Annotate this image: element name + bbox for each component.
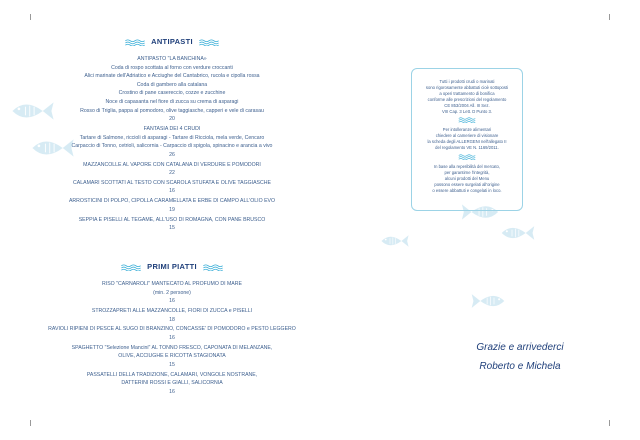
notice-line: la scheda degli ALLERGENI nell'allegato II	[427, 139, 507, 145]
notice-line: sono rigorosamente abbattuti cioè sottoposti	[425, 84, 509, 90]
fish-icon	[380, 232, 410, 250]
item-price: 20	[169, 116, 175, 123]
item-name: ARROSTICINI DI POLPO, CIPOLLA CARAMELLATA E ERBE DI CAMPO ALL'OLIO EVO	[68, 198, 276, 205]
notice-line: conforme alle prescrizioni del regolamento	[427, 96, 507, 102]
item-name: RAVIOLI RIPIENI DI PESCE AL SUGO DI BRANZINO, CONCASSE' DI POMODORO e PESTO LEGGERO	[48, 326, 296, 333]
item-detail: (min. 2 persone)	[153, 289, 191, 296]
item-name: SPAGHETTO "Selezione Mancini" AL TONNO FRESCO, CAPONATA DI MELANZANE,	[71, 344, 273, 351]
item-name: RISO "CARNAROLI" MANTECATO AL PROFUMO DI MARE	[102, 281, 242, 287]
item-price: 16	[169, 188, 175, 195]
item-name: PASSATELLI DELLA TRADIZIONE, CALAMARI, VONGOLE NOSTRANE,	[86, 371, 258, 378]
closing-signature: Roberto e Michela	[479, 361, 561, 372]
item-name: SEPPIA E PISELLI AL TEGAME, ALL'USO DI ROMAGNA, CON PANE BRUSCO	[78, 216, 266, 223]
item-name: MAZZANCOLLE AL VAPORE CON CATALANA DI VERDURE E POMODORI	[83, 161, 261, 168]
item-detail: Carpaccio di Tonno, cetrioli, salicornia - Carpaccio di spigola, spinacino e arancia a vivo	[71, 143, 273, 150]
fish-icon	[500, 222, 536, 244]
item-detail: Coda di rospo scottata al forno con verdure croccanti	[111, 64, 233, 71]
notice-allergens	[412, 127, 522, 151]
wave-icon	[456, 154, 478, 160]
wave-icon	[456, 117, 478, 123]
item-detail: Noce di capasanta nel fiore di zucca su crema di asparagi	[105, 98, 239, 105]
menu-item	[22, 197, 322, 214]
crop-mark	[30, 420, 31, 426]
section-title: ANTIPASTI	[151, 37, 193, 46]
menu-item	[22, 55, 322, 124]
item-price: 16	[169, 298, 175, 305]
notice-line: o essere abbattuti e congelati in loco.	[432, 187, 502, 193]
menu-item	[22, 325, 322, 342]
item-price: 15	[169, 361, 175, 368]
primi-heading	[22, 262, 322, 271]
notice-line: Per intolleranze alimentari	[442, 127, 492, 133]
notice-box	[411, 68, 523, 211]
wave-icon	[202, 264, 224, 271]
item-name: STROZZAPRETI ALLE MAZZANCOLLE, FIORI DI ZUCCA e PISELLI	[91, 307, 253, 314]
notice-line: a operi trattamento di bonifica	[439, 90, 495, 96]
notice-line: CE 853/2004 All. III Sez.	[444, 102, 490, 108]
item-name: FANTASIA DEI 4 CRUDI	[143, 125, 201, 132]
notice-line: alcuni prodotti del Menu	[444, 175, 490, 181]
notice-line: del regolamento VE N. 1169/2011.	[435, 145, 499, 151]
item-price: 15	[169, 225, 175, 232]
item-detail: Rosso di Triglia, pappa al pomodoro, olive taggiasche, capperi e vele di carasau	[80, 107, 264, 114]
item-detail: Tartare di Salmone, riccioli di asparagi - Tartare di Ricciola, mela verde, Cencaro	[79, 134, 265, 141]
item-name: ANTIPASTO "LA BANCHINA»	[137, 56, 207, 62]
crop-mark	[30, 14, 31, 20]
notice-frozen	[412, 164, 522, 194]
antipasti-heading	[22, 37, 322, 46]
item-price: 22	[169, 170, 175, 177]
item-price: 18	[169, 316, 175, 323]
fish-icon	[30, 135, 76, 161]
notice-line: In base alla reperibilità del mercato,	[433, 164, 501, 170]
menu-item	[22, 344, 322, 370]
menu-item	[22, 216, 322, 233]
menu-item	[22, 307, 322, 324]
menu-item	[22, 161, 322, 178]
notice-raw-fish	[412, 79, 522, 114]
item-name: CALAMARI SCOTTATI AL TESTO CON SCAROLA STUFATA E OLIVE TAGGIASCHE	[73, 179, 271, 186]
menu-item	[22, 371, 322, 397]
notice-line: Tutti i prodotti crudi o marinati	[439, 79, 495, 84]
section-title: PRIMI PIATTI	[147, 262, 197, 271]
item-price: 26	[169, 151, 175, 158]
notice-line: VIII Cap. 3 Lett. D Punto 3.	[441, 108, 493, 114]
fish-icon	[10, 98, 56, 124]
closing-greeting: Grazie e arrivederci	[476, 342, 564, 353]
item-price: 16	[169, 388, 175, 395]
notice-line: per garantirne l'integrità,	[444, 169, 490, 175]
notice-line: chiedere al cameriere di visionare	[435, 133, 499, 139]
wave-icon	[198, 39, 220, 46]
item-detail: DATTERINI ROSSI E GIALLI, SALICORNIA	[121, 380, 223, 387]
notice-line: possono essere surgelati all'origine	[434, 181, 500, 187]
crop-mark	[609, 14, 610, 20]
item-detail: Alici marinate dell'Adriatico e Acciughe del Cantabrico, rucola e cipolla rossa	[84, 73, 260, 80]
item-detail: Coda di gambero alla catalana	[136, 81, 208, 88]
primi-list	[22, 280, 322, 398]
wave-icon	[124, 39, 146, 46]
item-detail: Crostino di pane casereccio, cozze e zucchine	[118, 90, 226, 97]
item-price: 16	[169, 334, 175, 341]
crop-mark	[609, 420, 610, 426]
menu-item	[22, 280, 322, 306]
item-price: 19	[169, 206, 175, 213]
menu-item	[22, 179, 322, 196]
wave-icon	[120, 264, 142, 271]
item-detail: OLIVE, ACCIUGHE E RICOTTA STAGIONATA	[118, 353, 226, 360]
fish-icon	[470, 290, 506, 312]
